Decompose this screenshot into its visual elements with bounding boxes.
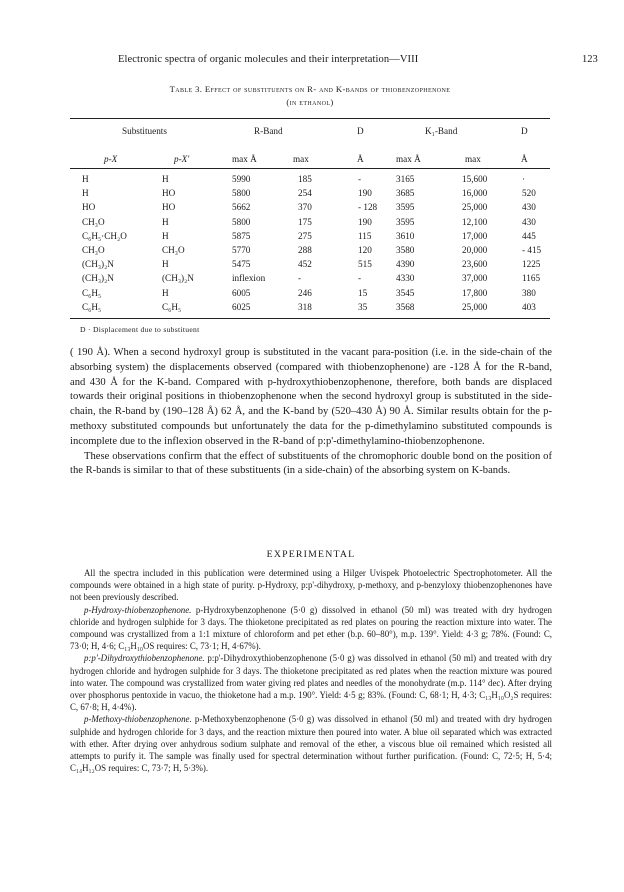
cell-k-max-a: 3610 [396, 230, 415, 241]
cell-r-max-a: 5662 [232, 202, 251, 213]
cell-px: H [82, 188, 89, 199]
cell-pxp: HO [162, 202, 176, 213]
table-row [70, 202, 550, 214]
cell-r-max: 370 [298, 202, 312, 213]
cell-k-d: 1225 [522, 259, 541, 270]
header-max-r: max [293, 154, 309, 164]
cell-pxp: H [162, 230, 169, 241]
body-paragraph-1: ( 190 Å). When a second hydroxyl group is substituted in the vacant para-position (i.e. in the side-chain of the absorbing system) the displacements observed (compared with thiobenzophenone) are -128 Å for the R-band, and 430 Å for the K-band. Compared with p-hydroxythiobenzophenone, therefore, both bands are displaced towards their original positions in thiobenzophenone when the second hydroxyl group is substituted in the side-chain, the R-band by (190–128 Å) 62 Å, and the K-band by (520–430 Å) 90 Å. Similar results obtain for the p-methoxy substituted compounds but unfortunately the data for the p-dimethylamino substituted compounds is incomplete due to the inflexion observed in the R-band of p:p'-dimethylamino-thiobenzophenone. [70, 347, 552, 447]
cell-r-max: 318 [298, 301, 312, 312]
header-max-a-k: max Å [396, 154, 421, 164]
cell-pxp: H [162, 287, 169, 298]
cell-r-d: 190 [358, 216, 372, 227]
running-title: Electronic spectra of organic molecules and their interpretation—VIII [118, 54, 419, 65]
header-a-k: Å [521, 154, 528, 164]
compound-name-2: p:p'-Dihydroxythiobenzophenone. [84, 653, 205, 664]
cell-r-d: 15 [358, 287, 368, 298]
cell-pxp: HO [162, 188, 176, 199]
cell-r-d: 515 [358, 259, 372, 270]
cell-px: C₆H₅·CH₂O [82, 230, 127, 241]
cell-k-d: 430 [522, 216, 536, 227]
table-row [70, 231, 550, 243]
cell-k-d: 430 [522, 202, 536, 213]
table-row [70, 288, 550, 300]
cell-pxp: C₆H₅ [162, 301, 182, 312]
table-footnote: D · Displacement due to substituent [80, 325, 200, 334]
cell-r-max: 185 [298, 174, 312, 184]
table-caption-subtitle: (in ethanol) [286, 97, 334, 107]
cell-pxp: (CH₃)₂N [162, 273, 194, 284]
experimental-paragraph-3 [70, 713, 552, 774]
cell-k-max-a: 3685 [396, 188, 415, 199]
cell-k-d: - 415 [522, 245, 542, 255]
cell-r-max-a: 5875 [232, 230, 251, 241]
cell-px: HO [82, 202, 96, 213]
cell-r-max: 254 [298, 188, 312, 199]
cell-k-max: 25,000 [462, 301, 488, 312]
cell-pxp: CH₃O [162, 245, 185, 255]
cell-k-d: 1165 [522, 273, 541, 284]
table-row [70, 217, 550, 229]
compound-text-3: p-Methoxybenzophenone (5·0 g) was dissolved in ethanol (50 ml) and treated with dry hydrogen sulphide and hydrogen chloride for 3 days, and the reaction mixture then poured into water. A blue oil separated which was extracted with ether. After drying over anhydrous sodium sulphate and removal of the ether, a viscous blue oil remained which resisted all attempts to purify it. The sample was finally used for spectral determination without further purification. (Found: C, 72·5; H, 5·4; C₁₄H₁₂OS requires: C, 73·7; H, 5·3%). [70, 714, 552, 774]
body-paragraph-2: These observations confirm that the effect of substituents of the chromophoric double bond on the position of the R-bands is similar to that of these substituents (in a side-chain) of the absorbing system on K-bands. [70, 450, 552, 477]
section-heading-experimental: EXPERIMENTAL [266, 549, 356, 560]
cell-px: (CH₃)₂N [82, 273, 114, 284]
cell-k-max: 37,000 [462, 273, 488, 284]
cell-k-d: · [522, 174, 526, 184]
cell-px: C₆H₅ [82, 287, 102, 298]
cell-k-max-a: 4330 [396, 273, 415, 284]
experimental-paragraph-2 [70, 652, 552, 713]
cell-px: C₆H₅ [82, 301, 102, 312]
cell-k-max: 16,000 [462, 188, 488, 199]
cell-k-max: 15,600 [462, 174, 488, 184]
cell-r-max-a: 5770 [232, 245, 251, 255]
cell-r-d: 190 [358, 188, 372, 199]
cell-k-d: 380 [522, 287, 536, 298]
compound-name-3: p-Methoxy-thiobenzophenone. [84, 714, 192, 725]
table-caption-title: Table 3. Effect of substituents on R- and K-bands of thiobenzophenone [169, 84, 451, 94]
table-caption [70, 83, 550, 109]
cell-r-max-a: inflexion [232, 273, 266, 284]
cell-k-max-a: 3545 [396, 287, 415, 298]
compound-text-1: p-Hydroxybenzophenone (5·0 g) dissolved in ethanol (50 ml) was treated with dry hydrogen chloride and hydrogen sulphide for 3 days. The thioketone precipitated as red plates on pouring the reaction mixture into water. The compound was crystallized from a 1:1 mixture of chloroform and pet ether (b.p. 60–80°), m.p. 139°. Yield: 4·3 g; 78%. (Found: C, 73·0; H, 4·6; C₁₃H₁₀OS requires: C, 73·1; H, 4·67%). [70, 604, 552, 652]
cell-px: CH₃O [82, 216, 105, 227]
cell-px: H [82, 174, 89, 184]
cell-k-max: 17,800 [462, 287, 488, 298]
cell-pxp: H [162, 216, 169, 227]
cell-k-max: 17,000 [462, 230, 488, 241]
cell-pxp: H [162, 259, 169, 270]
cell-k-max-a: 4390 [396, 259, 415, 270]
cell-k-max: 20,000 [462, 245, 488, 255]
cell-px: CH₃O [82, 245, 105, 255]
cell-k-max-a: 3595 [396, 216, 415, 227]
cell-k-max: 12,100 [462, 216, 488, 227]
header-max-a-r: max Å [232, 154, 257, 164]
table-header-rule [70, 168, 550, 169]
cell-r-d: - [358, 273, 362, 284]
header-max-k: max [465, 154, 481, 164]
page-number: 123 [582, 54, 598, 65]
header-substituents: Substituents [122, 126, 167, 136]
table-row [70, 245, 550, 257]
experimental-text [70, 567, 552, 774]
compound-text-2: p:p'-Dihydroxythiobenzophenone (5·0 g) was dissolved in ethanol (50 ml) and treated with dry hydrogen chloride and hydrogen sulphide for 3 days. The thioketone precipitated as red plates when the reaction mixture was poured into water. The compound was crystallized from water giving red plates and needles of the monohydrate (m.p. 114° dec). After drying over phosphorus pentoxide in vacuo, the thioketone had a m.p. 190°. Yield: 4·5 g; 83%. (Found: C, 68·1; H, 4·3; C₁₃H₁₀O₂S requires: C, 67·8; H, 4·4%). [70, 653, 552, 713]
cell-r-d: 115 [358, 230, 372, 241]
cell-k-d: 520 [522, 188, 536, 199]
cell-r-d: 120 [358, 245, 372, 255]
table-bottom-rule [70, 318, 550, 319]
cell-r-max-a: 5800 [232, 216, 251, 227]
header-px: p-X [104, 154, 118, 164]
table-row [70, 259, 550, 271]
cell-r-max-a: 6005 [232, 287, 251, 298]
cell-r-max-a: 5800 [232, 188, 251, 199]
experimental-intro: All the spectra included in this publication were determined using a Hilger Uvispek Photoelectric Spectrophotometer. All the compounds were obtained in a high state of purity. p-Hydroxy, p:p'-dihydroxy, p-methoxy, and p-benzyloxy thiobenzophenones have not been previously described. [70, 568, 552, 603]
cell-r-d: 35 [358, 301, 368, 312]
cell-k-max-a: 3568 [396, 301, 415, 312]
cell-k-max-a: 3595 [396, 202, 415, 213]
header-d1: D [357, 126, 364, 136]
cell-r-d: - 128 [358, 202, 378, 213]
table-row [70, 174, 550, 186]
header-d2: D [521, 126, 528, 136]
cell-pxp: H [162, 174, 169, 184]
cell-r-max: 175 [298, 216, 312, 227]
cell-r-max-a: 5990 [232, 174, 251, 184]
cell-r-max: 452 [298, 259, 312, 270]
cell-r-max: 246 [298, 287, 312, 298]
table-top-rule [70, 118, 550, 119]
body-text [70, 346, 552, 479]
cell-k-d: 403 [522, 301, 536, 312]
cell-r-max: 275 [298, 230, 312, 241]
cell-r-max-a: 6025 [232, 301, 251, 312]
cell-r-max: 288 [298, 245, 312, 255]
cell-r-max: - [298, 273, 302, 284]
cell-k-max: 25,000 [462, 202, 488, 213]
table-row [70, 188, 550, 200]
table-row [70, 273, 550, 285]
header-k-band: K₁-Band [425, 126, 458, 136]
header-pxp: p-X' [174, 154, 190, 164]
cell-r-d: - [358, 174, 362, 184]
cell-k-max-a: 3165 [396, 174, 415, 184]
table-row [70, 302, 550, 314]
header-r-band: R-Band [254, 126, 283, 136]
cell-r-max-a: 5475 [232, 259, 251, 270]
experimental-paragraph-1 [70, 604, 552, 653]
cell-k-max: 23,600 [462, 259, 488, 270]
cell-k-max-a: 3580 [396, 245, 415, 255]
compound-name-1: p-Hydroxy-thiobenzophenone. [84, 604, 192, 615]
header-a-r: Å [357, 154, 364, 164]
cell-px: (CH₃)₂N [82, 259, 114, 270]
cell-k-d: 445 [522, 230, 536, 241]
